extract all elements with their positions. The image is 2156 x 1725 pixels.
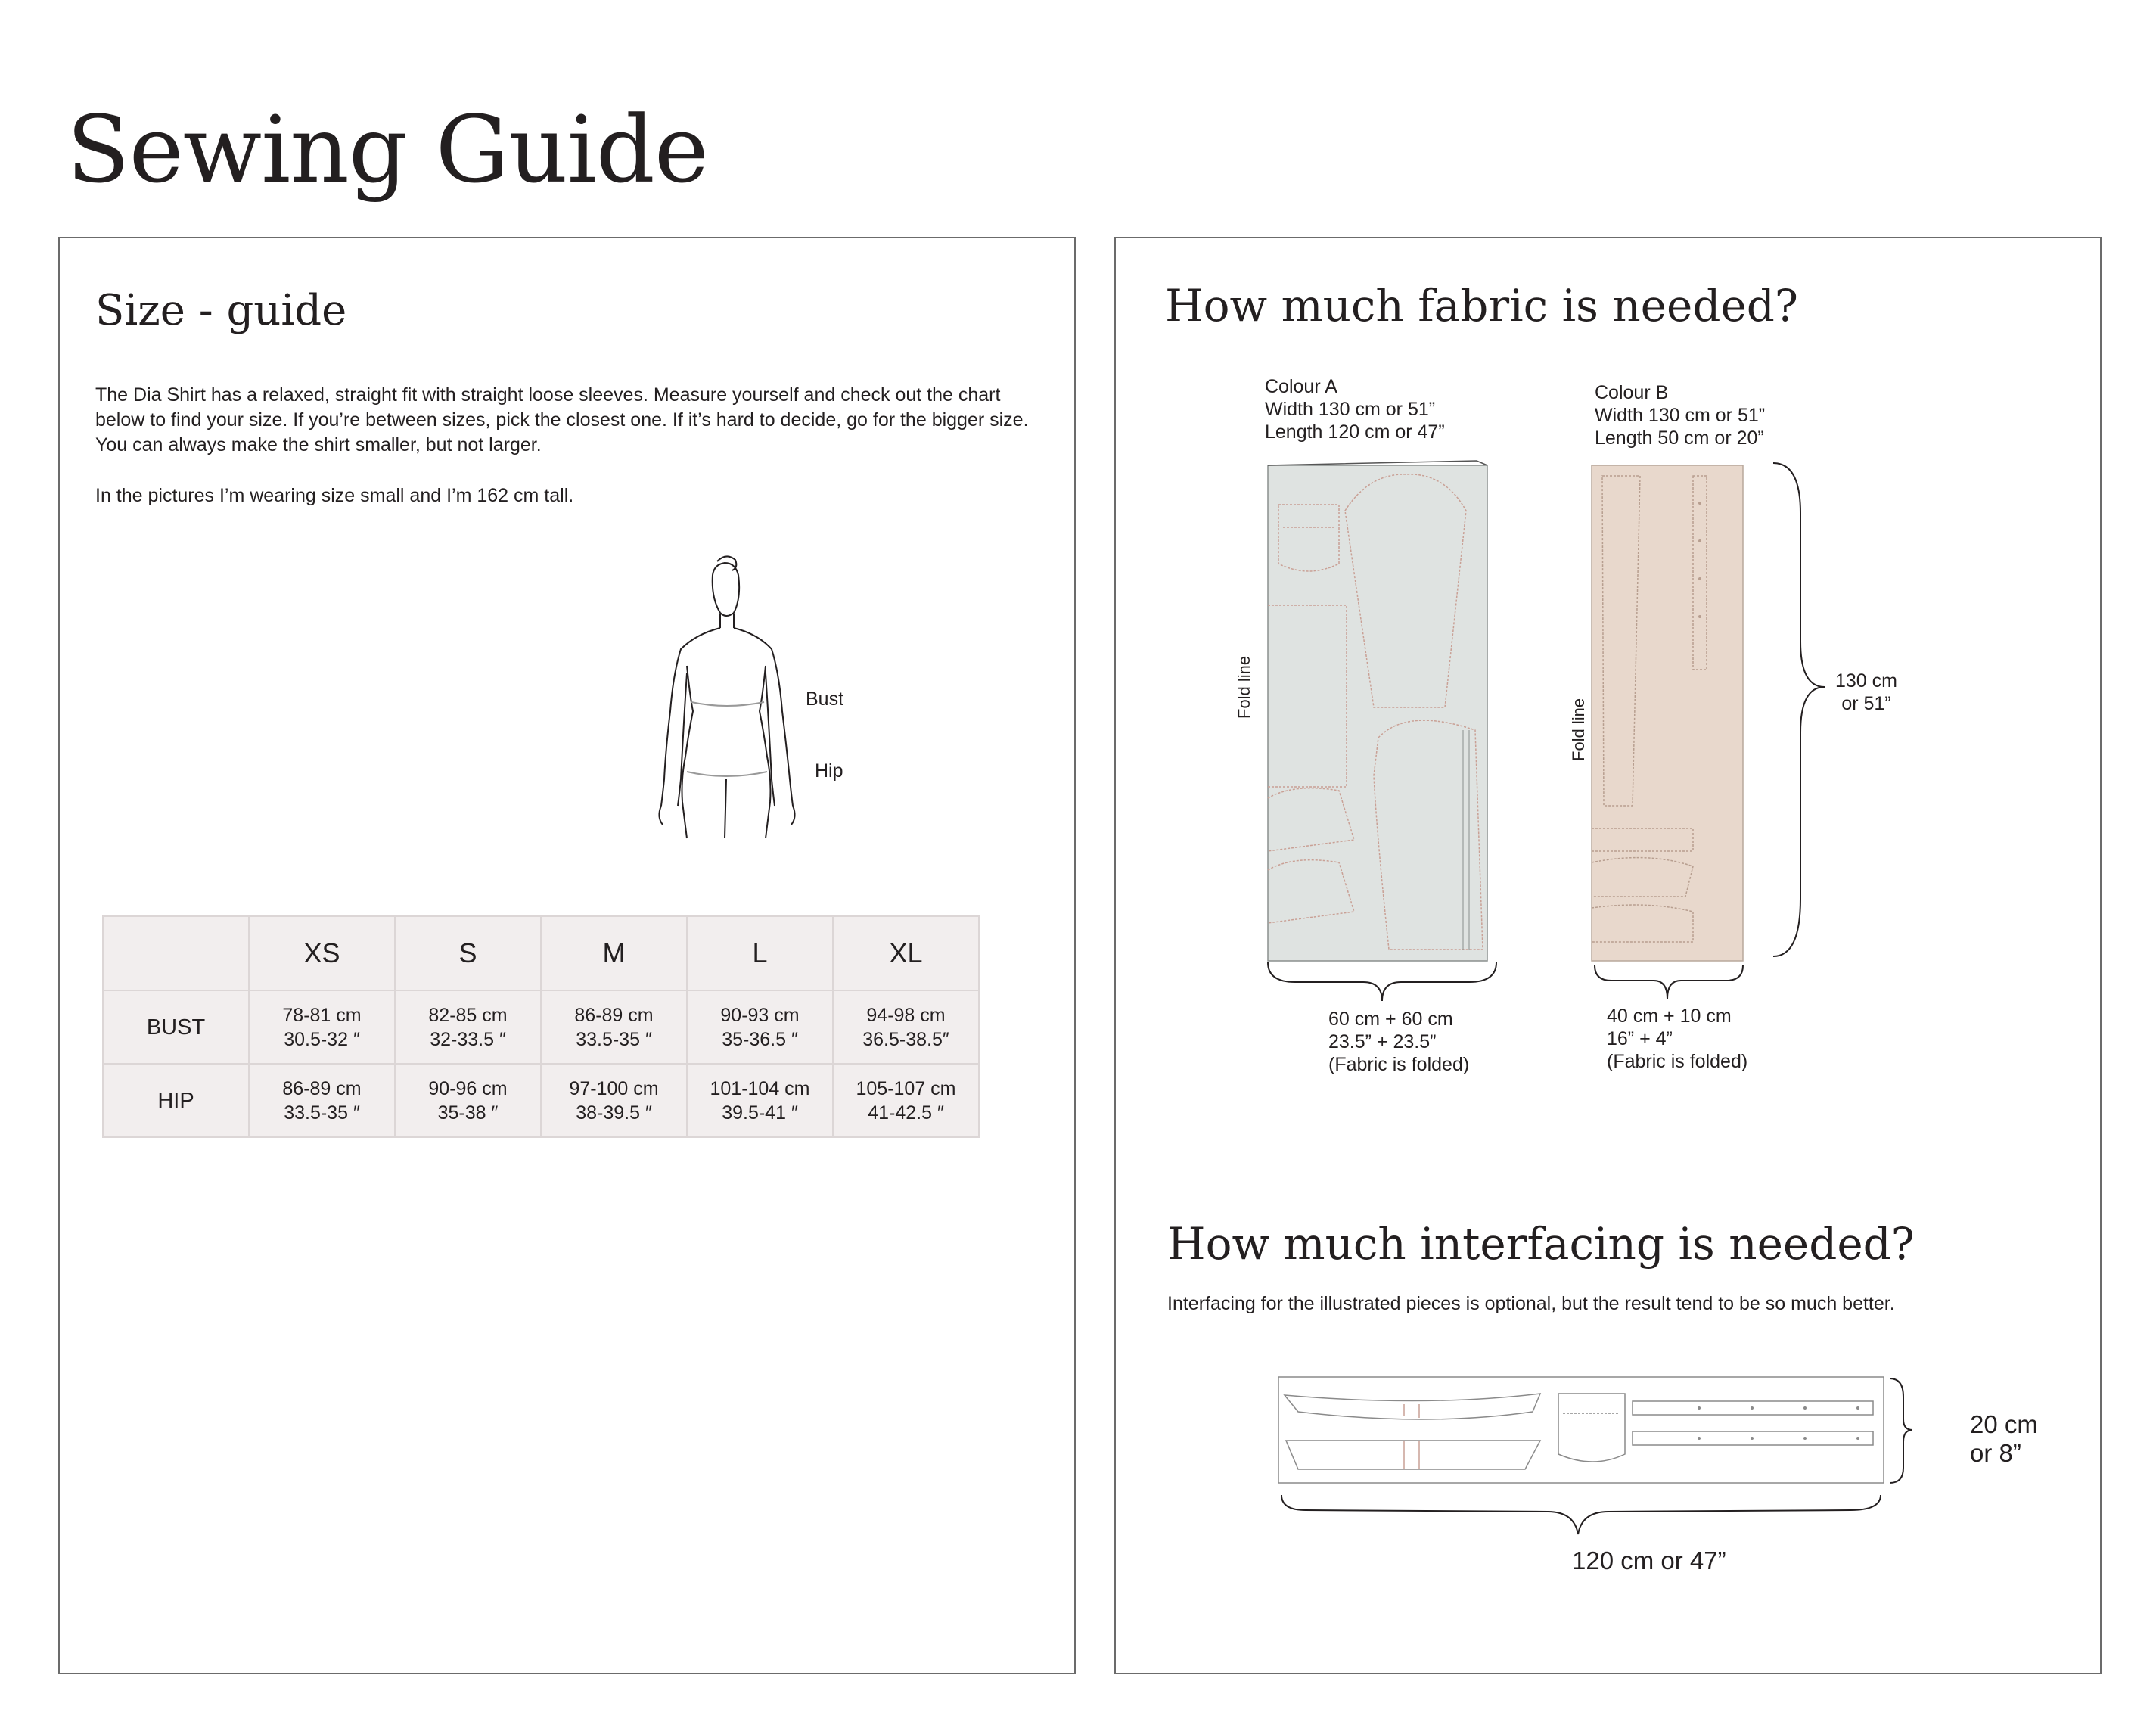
colour-a-label: Colour A Width 130 cm or 51” Length 120 cm or 47”: [1265, 376, 1445, 443]
table-cell: 86-89 cm 33.5-35 ″: [541, 990, 687, 1064]
colour-b-fold-line-label: Fold line: [1569, 698, 1588, 761]
size-column-header: M: [541, 916, 687, 990]
colour-a-fabric-rect: [1268, 465, 1487, 961]
row-label: BUST: [103, 990, 249, 1064]
size-column-header: XS: [249, 916, 395, 990]
page-title: Sewing Guide: [67, 96, 709, 204]
size-guide-heading: Size - guide: [95, 286, 347, 335]
size-column-header: L: [687, 916, 833, 990]
table-cell: 78-81 cm 30.5-32 ″: [249, 990, 395, 1064]
interfacing-paragraph: Interfacing for the illustrated pieces is optional, but the result tend to be so much better.: [1167, 1293, 1895, 1314]
interfacing-width-label: 120 cm or 47”: [1572, 1546, 1726, 1574]
table-cell: 86-89 cm 33.5-35 ″: [249, 1064, 395, 1137]
colour-b-fabric-layout: [1587, 458, 1754, 1002]
fabric-height-brace: [1770, 460, 1831, 959]
table-row-hip: [103, 1064, 979, 1137]
table-cell: 101-104 cm 39.5-41 ″: [687, 1064, 833, 1137]
colour-a-fabric-layout: [1263, 458, 1505, 1002]
size-guide-paragraph-2: In the pictures I’m wearing size small and I’m 162 cm tall.: [95, 485, 574, 506]
size-table: [102, 915, 980, 1138]
row-label: HIP: [103, 1064, 249, 1137]
colour-a-width-label: 60 cm + 60 cm 23.5” + 23.5” (Fabric is folded): [1328, 1009, 1470, 1075]
interfacing-rect: [1278, 1377, 1884, 1483]
colour-b-width-brace: [1592, 962, 1747, 1002]
size-guide-paragraph-1: The Dia Shirt has a relaxed, straight fit with straight loose sleeves. Measure yourself and check out the chart below to find your size. If you’re between sizes, pick the closest one. If it’s hard to decide, go for the bigger size. You can always make the shirt smaller, but not larger.: [95, 384, 1029, 455]
size-table-corner-cell: [103, 916, 249, 990]
size-column-header: XL: [833, 916, 979, 990]
table-cell: 94-98 cm 36.5-38.5″: [833, 990, 979, 1064]
colour-a-fold-line-label: Fold line: [1235, 655, 1254, 719]
table-cell: 105-107 cm 41-42.5 ″: [833, 1064, 979, 1137]
colour-b-fabric-rect: [1592, 465, 1743, 961]
bust-label: Bust: [806, 688, 844, 710]
interfacing-heading: How much interfacing is needed?: [1167, 1218, 1915, 1270]
table-cell: 90-96 cm 35-38 ″: [395, 1064, 541, 1137]
colour-a-width-brace: [1265, 959, 1499, 1005]
fabric-height-label: 130 cm or 51”: [1835, 670, 1897, 714]
hip-label: Hip: [815, 760, 843, 782]
size-table-header-row: [103, 916, 979, 990]
size-column-header: S: [395, 916, 541, 990]
body-measurement-figure: [651, 552, 802, 840]
fabric-heading: How much fabric is needed?: [1165, 280, 1799, 331]
table-cell: 90-93 cm 35-36.5 ″: [687, 990, 833, 1064]
interfacing-height-label: 20 cm or 8”: [1970, 1410, 2038, 1467]
colour-b-width-label: 40 cm + 10 cm 16” + 4” (Fabric is folded): [1607, 1005, 1748, 1072]
table-row-bust: [103, 990, 979, 1064]
table-cell: 82-85 cm 32-33.5 ″: [395, 990, 541, 1064]
table-cell: 97-100 cm 38-39.5 ″: [541, 1064, 687, 1137]
colour-b-label: Colour B Width 130 cm or 51” Length 50 cm or 20”: [1595, 382, 1766, 449]
